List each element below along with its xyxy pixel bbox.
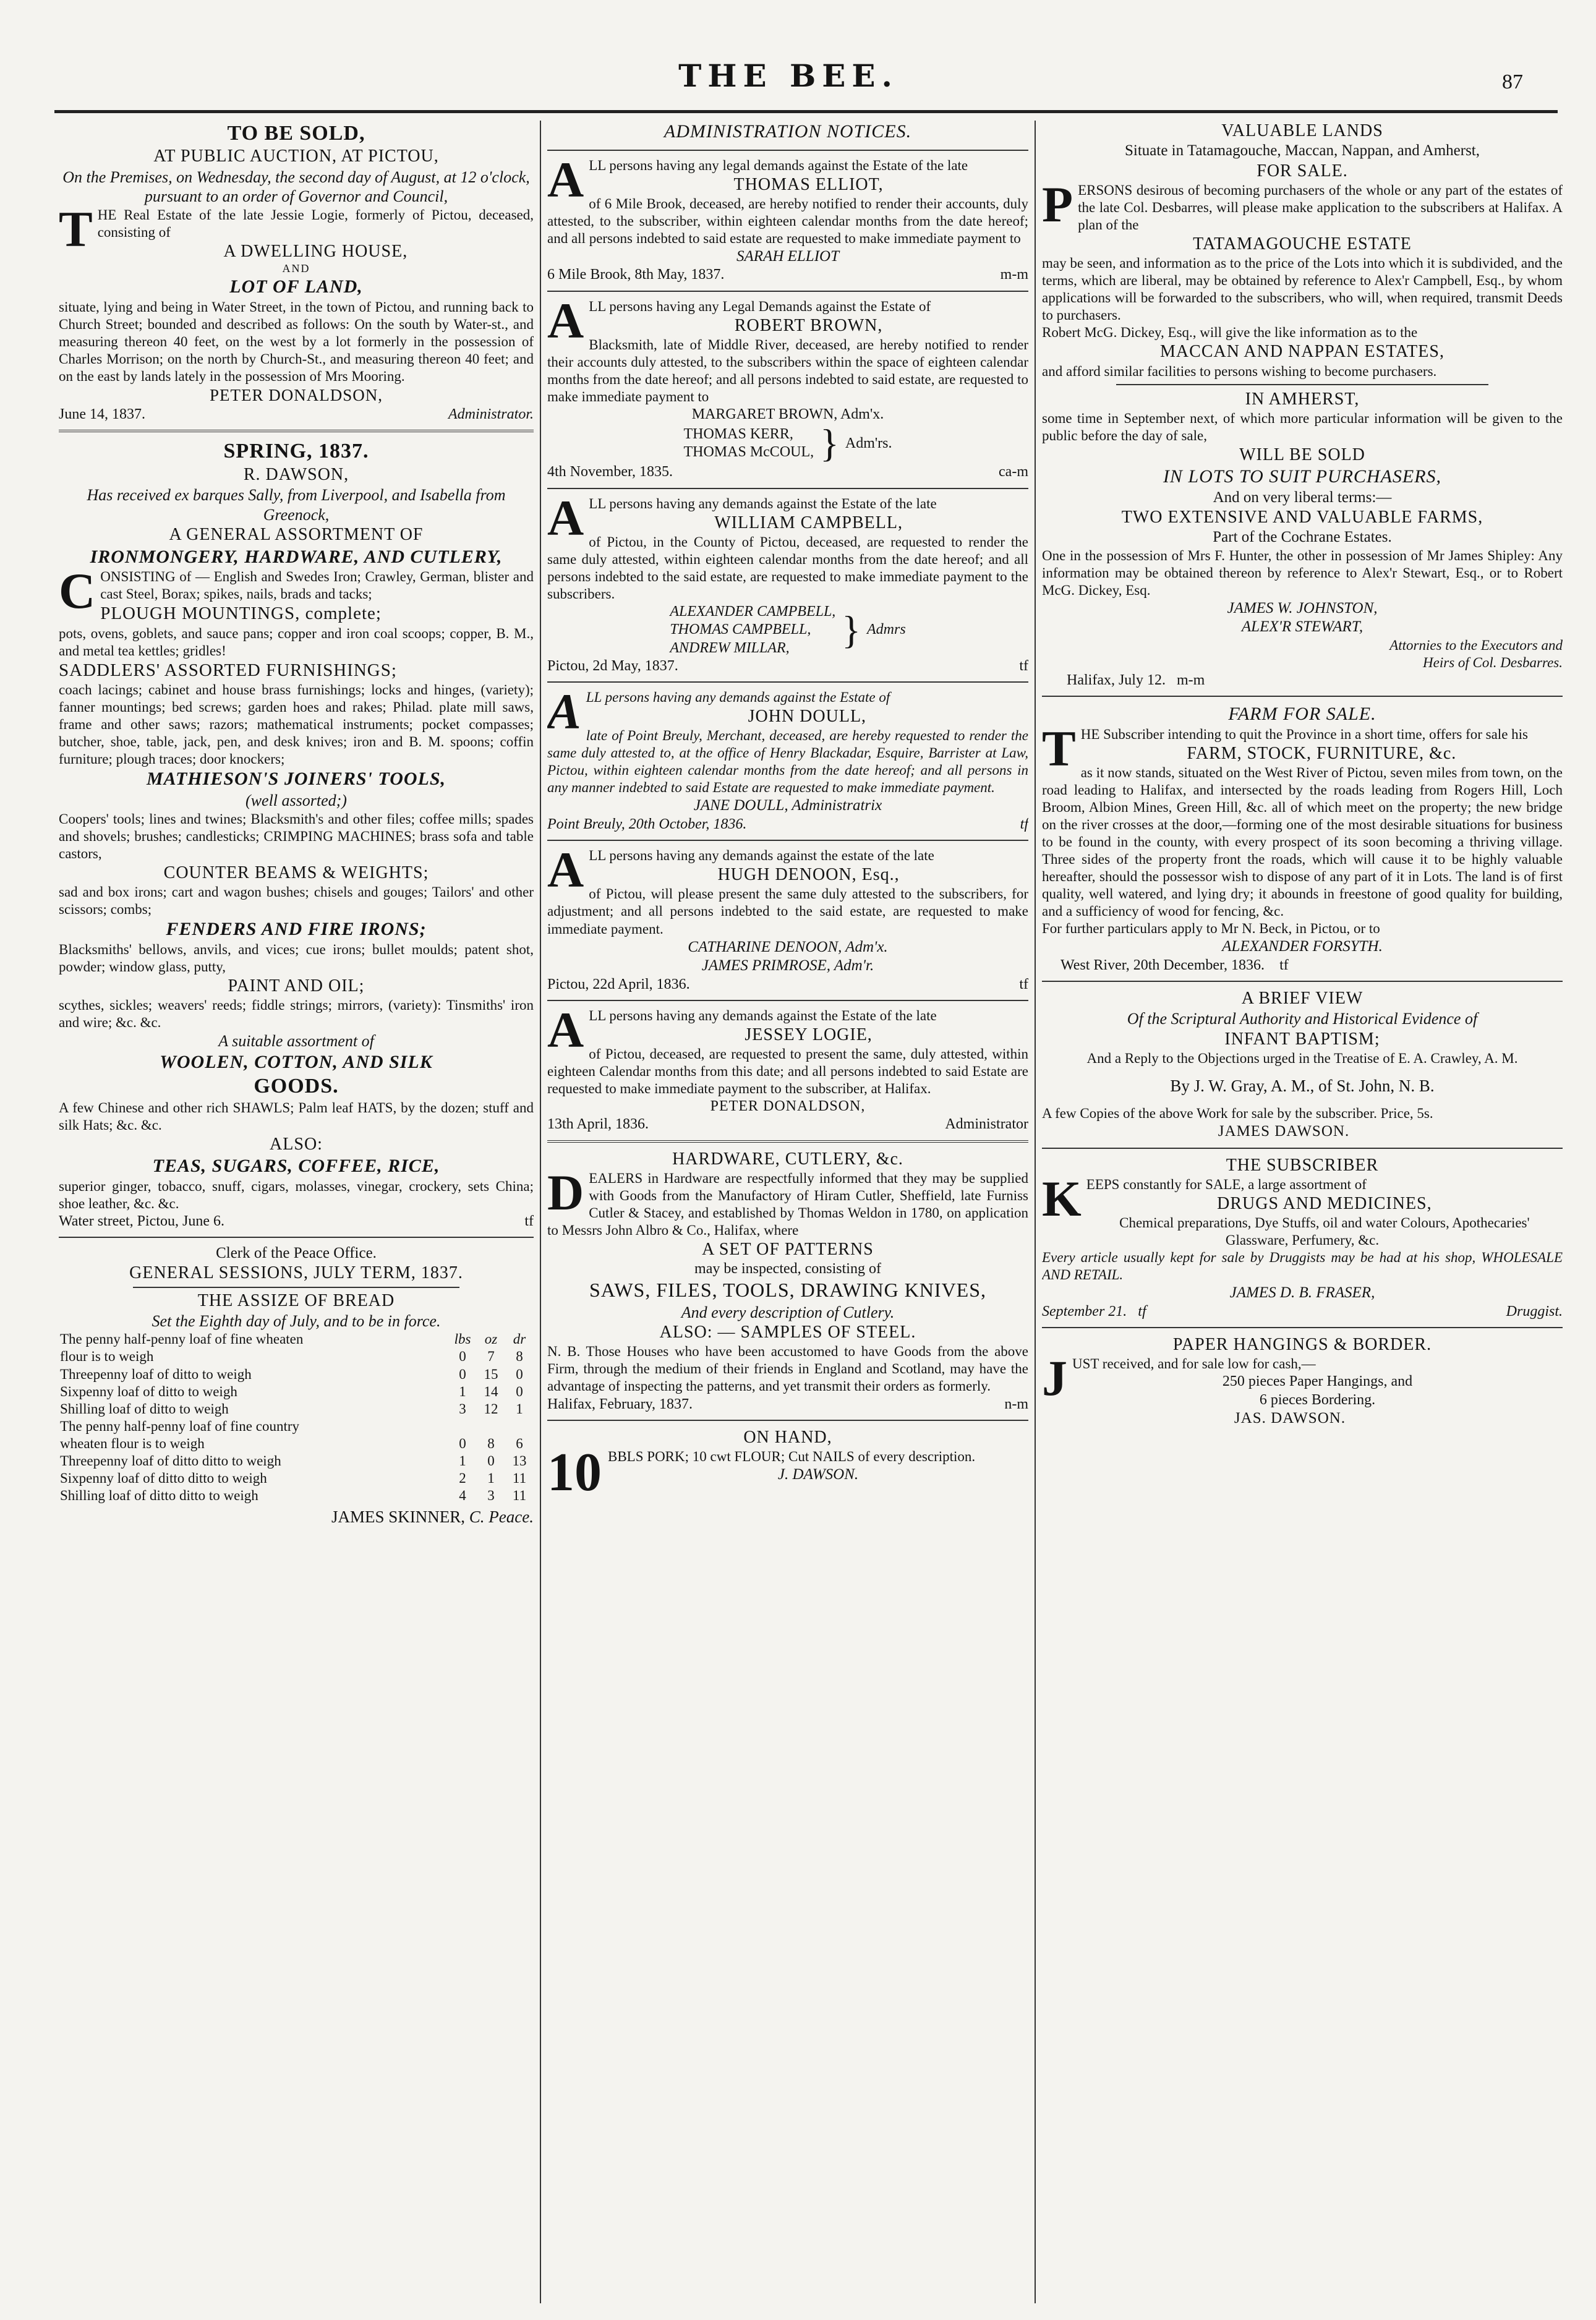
bread-value: 4 bbox=[459, 1487, 466, 1503]
divider bbox=[547, 1420, 1028, 1421]
bread-value bbox=[448, 1418, 477, 1435]
bread-value: dr bbox=[513, 1331, 526, 1347]
elliot-name: THOMAS ELLIOT, bbox=[733, 174, 884, 194]
auction-heading: TO BE SOLD, bbox=[227, 122, 365, 145]
logie-name: JESSEY LOGIE, bbox=[745, 1025, 873, 1044]
lands-estate: TATAMAGOUCHE ESTATE bbox=[1193, 234, 1412, 254]
auction-role: Administrator. bbox=[448, 406, 534, 423]
spring-woolen: WOOLEN, COTTON, AND SILK bbox=[160, 1051, 433, 1072]
table-row bbox=[59, 1418, 534, 1435]
campbell-signer3: ANDREW MILLAR, bbox=[670, 639, 790, 656]
divider bbox=[547, 488, 1028, 489]
brown-date: 4th November, 1835. bbox=[547, 464, 673, 480]
campbell-text2: of Pictou, in the County of Pictou, deceased, are requested to render the same duly attested, within eighteen calendar months from the date hereof; and all persons indebted to the said estate, are requested to make immediate payment to the subscribers. bbox=[547, 534, 1028, 602]
hardware-set: A SET OF PATTERNS bbox=[702, 1240, 874, 1260]
farm-text2: as it now stands, situated on the West River of Pictou, seven miles from town, on the road leading to Halifax, and intersected by the roads leading from Rogers Hill, Loch Broom, Albion Mines, Green Hill, &c. all of which meet on the property; the new bridge on the river crosses at the door,—forming one of the most desirable situations for business to be found in the county, with every prospect of its soon becoming a thriving village. Three sides of the property front the roads, which will cause it to be highly valuable hereafter, should the possessor wish to dispose of any part of it in Lots. The land is of first quality, well watered, and lying dry; it abounds in freestone of good quality for building, and a sufficiency of wood for fencing, &c. bbox=[1042, 765, 1563, 919]
elliot-signer: SARAH ELLIOT bbox=[736, 247, 839, 265]
spring-address: Water street, Pictou, June 6. bbox=[59, 1213, 224, 1229]
table-row bbox=[59, 1452, 534, 1470]
elliot-code: m-m bbox=[1000, 267, 1028, 283]
hardware-footer bbox=[547, 1396, 1028, 1414]
table-row bbox=[59, 1383, 534, 1401]
onhand-body bbox=[547, 1442, 1028, 1498]
divider bbox=[547, 681, 1028, 683]
divider bbox=[547, 1140, 1028, 1143]
baptism-reply: And a Reply to the Objections urged in the Treatise of E. A. Crawley, A. M. bbox=[1086, 1051, 1518, 1067]
lands-role1: Attornies to the Executors and bbox=[1389, 637, 1563, 653]
spring-received: Has received ex barques Sally, from Liverpool, and Isabella from Greenock, bbox=[87, 485, 506, 524]
lands-two: TWO EXTENSIVE AND VALUABLE FARMS, bbox=[1121, 508, 1483, 527]
divider bbox=[1042, 696, 1563, 697]
bread-signature bbox=[59, 1507, 534, 1527]
farm-text1: THE Subscriber intending to quit the Province in a short time, offers for sale his bbox=[1042, 720, 1529, 777]
brace-icon: } bbox=[842, 607, 861, 652]
lands-terms: And on very liberal terms:— bbox=[1213, 488, 1392, 506]
elliot-text1: ALL persons having any legal demands against the Estate of the late bbox=[547, 151, 968, 208]
lands-text4: and afford similar facilities to persons wishing to become purchasers. bbox=[1042, 363, 1437, 379]
bread-value: 6 bbox=[516, 1435, 523, 1451]
bread-table bbox=[59, 1331, 534, 1504]
spring-ironmongery: IRONMONGERY, HARDWARE, AND CUTLERY, bbox=[90, 546, 503, 567]
lands-situate: Situate in Tatamagouche, Maccan, Nappan, and Amherst, bbox=[1125, 142, 1480, 160]
bread-value: 15 bbox=[484, 1366, 498, 1382]
lands-signer1: JAMES W. JOHNSTON, bbox=[1227, 599, 1378, 616]
doull-name: JOHN DOULL, bbox=[748, 707, 867, 727]
campbell-signer-list bbox=[670, 603, 835, 657]
auction-footer bbox=[59, 406, 534, 424]
lands-code: m-m bbox=[1176, 672, 1205, 688]
bread-label: Shilling loaf of ditto to weigh bbox=[60, 1401, 229, 1417]
column-divider-2 bbox=[1035, 121, 1036, 2303]
bread-label: Threepenny loaf of ditto ditto to weigh bbox=[60, 1452, 281, 1469]
spring-paint: PAINT AND OIL; bbox=[228, 976, 365, 996]
drugs-date-code bbox=[1042, 1303, 1146, 1321]
spring-shawls: A few Chinese and other rich SHAWLS; Palm leaf HATS, by the dozen; stuff and silk Hats; &c. &c. bbox=[59, 1099, 534, 1133]
onhand-ad bbox=[547, 1427, 1028, 1498]
brown-role: Adm'rs. bbox=[845, 435, 892, 451]
lands-willbesold: WILL BE SOLD bbox=[1239, 445, 1365, 464]
divider bbox=[547, 150, 1028, 151]
divider bbox=[1042, 1327, 1563, 1328]
campbell-text1: ALL persons having any demands against the Estate of the late bbox=[547, 489, 937, 546]
denoon-date: Pictou, 22d April, 1836. bbox=[547, 976, 690, 992]
spring-fenders: FENDERS AND FIRE IRONS; bbox=[166, 918, 427, 939]
baptism-heading: A BRIEF VIEW bbox=[1241, 989, 1363, 1009]
auction-ad bbox=[59, 121, 534, 424]
spring-tf: tf bbox=[524, 1213, 534, 1229]
auction-date: June 14, 1837. bbox=[59, 406, 145, 423]
spring-teas-text: superior ginger, tobacco, snuff, cigars, molasses, vinegar, crockery, sets China; shoe leather, &c. &c. bbox=[59, 1178, 534, 1211]
bread-label: wheaten flour is to weigh bbox=[60, 1435, 205, 1451]
brown-text1: ALL persons having any Legal Demands against the Estate of bbox=[547, 292, 931, 349]
farm-heading: FARM FOR SALE. bbox=[1228, 704, 1376, 725]
masthead-title: THE BEE. bbox=[678, 58, 898, 94]
elliot-footer bbox=[547, 266, 1028, 284]
baptism-ad bbox=[1042, 988, 1563, 1141]
lands-text3: Robert McG. Dickey, Esq., will give the like information as to the bbox=[1042, 325, 1418, 341]
spring-suitable: A suitable assortment of bbox=[218, 1031, 374, 1050]
doull-code: tf bbox=[1020, 816, 1028, 832]
logie-role: Administrator bbox=[945, 1116, 1028, 1133]
logie-text1: ALL persons having any demands against the Estate of the late bbox=[547, 1001, 937, 1058]
campbell-signer1: ALEXANDER CAMPBELL, bbox=[670, 603, 836, 620]
drugs-date: September 21. bbox=[1042, 1303, 1127, 1320]
lands-forsale: FOR SALE. bbox=[1257, 161, 1348, 181]
paper-text3: 6 pieces Bordering. bbox=[1259, 1391, 1376, 1408]
paper-text2: 250 pieces Paper Hangings, and bbox=[1222, 1373, 1413, 1390]
spring-heading: SPRING, 1837. bbox=[223, 440, 369, 463]
brown-signer-list bbox=[683, 425, 814, 462]
bread-value: 1 bbox=[459, 1452, 466, 1469]
baptism-author: By J. W. Gray, A. M., of St. John, N. B. bbox=[1170, 1077, 1435, 1096]
lands-role2: Heirs of Col. Desbarres. bbox=[1423, 654, 1563, 670]
bread-role: C. Peace. bbox=[469, 1507, 534, 1526]
bread-value: 0 bbox=[516, 1366, 523, 1382]
drugs-drugs: DRUGS AND MEDICINES, bbox=[1217, 1194, 1432, 1213]
bread-value: 13 bbox=[512, 1452, 527, 1469]
bread-label: Shilling loaf of ditto ditto to weigh bbox=[60, 1487, 258, 1503]
spring-paint-text: scythes, sickles; weavers' reeds; fiddle strings; mirrors, (variety): Tinsmiths' iron and wire; &c. &c. bbox=[59, 997, 534, 1030]
onhand-number: 10 bbox=[547, 1442, 602, 1498]
campbell-date: Pictou, 2d May, 1837. bbox=[547, 657, 678, 674]
logie-notice bbox=[547, 1001, 1028, 1134]
bread-value: oz bbox=[484, 1331, 498, 1347]
divider bbox=[59, 1237, 534, 1238]
spring-plough: PLOUGH MOUNTINGS, complete; bbox=[100, 603, 382, 624]
doull-date: Point Breuly, 20th October, 1836. bbox=[547, 816, 747, 832]
bread-value: 3 bbox=[459, 1401, 466, 1417]
bread-value: 11 bbox=[512, 1470, 527, 1486]
bread-label: Sixpenny loaf of ditto to weigh bbox=[60, 1383, 237, 1399]
divider bbox=[59, 430, 534, 432]
bread-label: The penny half-penny loaf of fine wheaten bbox=[60, 1331, 304, 1347]
farm-text3: For further particulars apply to Mr N. Beck, in Pictou, or to bbox=[1042, 921, 1380, 937]
auction-intro: On the Premises, on Wednesday, the second day of August, at 12 o'clock, pursuant to an order of Governor and Council, bbox=[62, 168, 530, 206]
onhand-signer: J. DAWSON. bbox=[777, 1466, 859, 1483]
brace-icon: } bbox=[820, 421, 839, 466]
spring-counter: COUNTER BEAMS & WEIGHTS; bbox=[163, 863, 429, 882]
spring-mathieson: MATHIESON'S JOINERS' TOOLS, bbox=[146, 769, 446, 790]
spring-also: ALSO: bbox=[270, 1134, 323, 1154]
bread-value: 0 bbox=[459, 1435, 466, 1451]
brown-footer bbox=[547, 463, 1028, 481]
brown-signer3: THOMAS McCOUL, bbox=[683, 444, 814, 461]
spring-footer bbox=[59, 1213, 534, 1230]
lands-signer2: ALEX'R STEWART, bbox=[1241, 618, 1363, 636]
divider bbox=[547, 840, 1028, 841]
denoon-footer bbox=[547, 976, 1028, 994]
divider bbox=[547, 291, 1028, 292]
campbell-notice bbox=[547, 489, 1028, 675]
spring-general: A GENERAL ASSORTMENT OF bbox=[169, 525, 424, 545]
hardware-ad bbox=[547, 1149, 1028, 1414]
spring-ad bbox=[59, 438, 534, 1230]
bread-office: Clerk of the Peace Office. bbox=[216, 1244, 377, 1261]
table-row bbox=[59, 1401, 534, 1418]
bread-value: 2 bbox=[459, 1470, 466, 1486]
campbell-signer2: THOMAS CAMPBELL, bbox=[670, 621, 811, 638]
auction-text2: situate, lying and being in Water Street, in the town of Pictou, and running back to Church Street; bounded and described as follows: On the south by Water-st., and measuring thereon 40 feet, on the west by a lot formerly in the possession of Charles Morrison; on the north by Church-St., and measuring thereon 40 feet; and on the east by lands lately in the possession of Mrs Mooring. bbox=[59, 299, 534, 385]
elliot-notice bbox=[547, 151, 1028, 284]
logie-signer: PETER DONALDSON, bbox=[710, 1098, 866, 1115]
brown-signer2: THOMAS KERR, bbox=[683, 426, 793, 443]
header-rule bbox=[54, 110, 1558, 113]
farm-code: tf bbox=[1279, 957, 1289, 973]
onhand-heading: ON HAND, bbox=[743, 1427, 832, 1447]
hardware-text2: N. B. Those Houses who have been accustomed to have Goods from the above Firm, through the medium of their friends in England and Scotland, may have the advantage of inspecting the patterns, and yet transmit their orders as formerly. bbox=[547, 1344, 1028, 1394]
table-row bbox=[59, 1435, 534, 1452]
bread-value: 11 bbox=[512, 1487, 527, 1503]
bread-value: 0 bbox=[487, 1452, 495, 1469]
doull-text1: ALL persons having any demands against the Estate of bbox=[547, 683, 890, 740]
hardware-inspected: may be inspected, consisting of bbox=[694, 1261, 881, 1277]
auction-and: AND bbox=[282, 262, 310, 275]
bread-value bbox=[477, 1418, 505, 1435]
spring-teas: TEAS, SUGARS, COFFEE, RICE, bbox=[152, 1155, 440, 1176]
denoon-signer2: JAMES PRIMROSE, Adm'r. bbox=[701, 957, 874, 974]
logie-date: 13th April, 1836. bbox=[547, 1116, 649, 1133]
brown-text2: Blacksmith, late of Middle River, deceased, are hereby notified to render their accounts duly attested, to the subscribers within the space of eighteen calendar months from the date hereof; and all persons indebted to said estate, are requested to make immediate payment to bbox=[547, 336, 1028, 405]
drugs-text1: KEEPS constantly for SALE, a large assortment of bbox=[1042, 1170, 1367, 1227]
elliot-text2: of 6 Mile Brook, deceased, are hereby notified to render their accounts, duly attested, to the subscriber, within eighteen calendar months from the date hereof; and all persons indebted to said estate are requested to make immediate payment to bbox=[547, 195, 1028, 246]
drugs-text2: Chemical preparations, Dye Stuffs, oil and water Colours, Apothecaries' Glassware, Perfumery, &c. bbox=[1119, 1215, 1530, 1248]
hardware-saws: SAWS, FILES, TOOLS, DRAWING KNIVES, bbox=[589, 1279, 987, 1302]
lands-lots: IN LOTS TO SUIT PURCHASERS, bbox=[1163, 466, 1442, 487]
hardware-heading: HARDWARE, CUTLERY, &c. bbox=[672, 1149, 903, 1169]
farm-signer: ALEXANDER FORSYTH. bbox=[1222, 938, 1383, 955]
drugs-text3: Every article usually kept for sale by Druggists may be had at his shop, WHOLESALE AND RETAIL. bbox=[1042, 1250, 1563, 1283]
lands-footer bbox=[1042, 672, 1563, 689]
doull-notice bbox=[547, 683, 1028, 834]
page-number: 87 bbox=[1502, 70, 1523, 93]
bread-value: 1 bbox=[487, 1470, 495, 1486]
farm-ad bbox=[1042, 703, 1563, 974]
spring-fenders-text: Blacksmiths' bellows, anvils, and vices; cue irons; bullet moulds; patent shot, powder; window glass, putty, bbox=[59, 941, 534, 974]
column-divider-1 bbox=[540, 121, 541, 2303]
paper-heading: PAPER HANGINGS & BORDER. bbox=[1172, 1335, 1432, 1355]
farm-footer bbox=[1042, 957, 1563, 974]
baptism-signer: JAMES DAWSON. bbox=[1218, 1123, 1350, 1140]
auction-lot: LOT OF LAND, bbox=[229, 276, 363, 297]
hardware-every: And every description of Cutlery. bbox=[681, 1303, 895, 1321]
hardware-text1: DEALERS in Hardware are respectfully informed that they may be supplied with Goods from the Manufactory of Hiram Cutler, Sheffield, late Furniss Cutler & Stacey, and established by Thomas Weldon in 1780, on application to Messrs John Albro & Co., Halifax, where bbox=[547, 1164, 1028, 1239]
campbell-signers bbox=[547, 603, 1028, 657]
bread-value: 12 bbox=[484, 1401, 498, 1417]
bread-label: Threepenny loaf of ditto to weigh bbox=[60, 1366, 252, 1382]
bread-assize: THE ASSIZE OF BREAD bbox=[197, 1290, 395, 1310]
hardware-samples: ALSO: — SAMPLES OF STEEL. bbox=[659, 1323, 916, 1342]
hardware-code: n-m bbox=[1004, 1396, 1028, 1412]
table-row bbox=[59, 1470, 534, 1487]
lands-text1: PERSONS desirous of becoming purchasers of the whole or any part of the estates of the late Col. Desbarres, will please make application to the subscribers at Halifax. A plan of the bbox=[1042, 176, 1563, 232]
paper-text1: JUST received, and for sale low for cash,— bbox=[1042, 1350, 1316, 1407]
bread-value: 0 bbox=[459, 1366, 466, 1382]
bread-value: 7 bbox=[487, 1349, 495, 1365]
campbell-role: Admrs bbox=[867, 621, 906, 638]
bread-label: Sixpenny loaf of ditto ditto to weigh bbox=[60, 1470, 267, 1486]
divider bbox=[1116, 384, 1488, 385]
bread-label: The penny half-penny loaf of fine country bbox=[60, 1418, 300, 1434]
doull-footer bbox=[547, 816, 1028, 834]
doull-text2: late of Point Breuly, Merchant, deceased, are hereby requested to render the same duly attested to, at the office of Henry Blackadar, Esquire, Barrister at Law, Pictou, within eighteen calendar months from the date hereof; and all persons in any manner indebted to said Estate are requested to make immediate payment. bbox=[547, 728, 1028, 796]
spring-merchant: R. DAWSON, bbox=[243, 464, 349, 484]
campbell-code: tf bbox=[1019, 657, 1028, 674]
table-row bbox=[59, 1331, 534, 1348]
spring-saddlers: SADDLERS' ASSORTED FURNISHINGS; bbox=[59, 660, 397, 680]
bread-value: 0 bbox=[459, 1349, 466, 1365]
lands-heading: VALUABLE LANDS bbox=[1221, 121, 1383, 140]
logie-footer bbox=[547, 1115, 1028, 1133]
bread-value: 1 bbox=[516, 1401, 523, 1417]
lands-maccan: MACCAN AND NAPPAN ESTATES, bbox=[1160, 342, 1445, 362]
hardware-date: Halifax, February, 1837. bbox=[547, 1396, 693, 1412]
auction-signer: PETER DONALDSON, bbox=[209, 386, 383, 405]
drugs-role: Druggist. bbox=[1506, 1303, 1563, 1320]
doull-signer: JANE DOULL, Administratrix bbox=[693, 797, 882, 814]
brown-code: ca-m bbox=[999, 464, 1028, 480]
elliot-date: 6 Mile Brook, 8th May, 1837. bbox=[547, 267, 725, 283]
spring-goods: GOODS. bbox=[254, 1075, 339, 1098]
brown-notice bbox=[547, 292, 1028, 482]
denoon-code: tf bbox=[1019, 976, 1028, 992]
drugs-ad bbox=[1042, 1155, 1563, 1321]
table-row bbox=[59, 1366, 534, 1383]
campbell-name: WILLIAM CAMPBELL, bbox=[714, 513, 903, 532]
table-row bbox=[59, 1348, 534, 1365]
column-2 bbox=[547, 121, 1028, 1498]
bread-value: 3 bbox=[487, 1487, 495, 1503]
denoon-signer1: CATHARINE DENOON, Adm'x. bbox=[688, 938, 888, 955]
divider bbox=[1042, 981, 1563, 982]
paper-signer: JAS. DAWSON. bbox=[1234, 1409, 1346, 1427]
denoon-name: HUGH DENOON, Esq., bbox=[717, 865, 900, 885]
bread-ad bbox=[59, 1244, 534, 1527]
bread-value bbox=[505, 1418, 534, 1435]
logie-text2: of Pictou, deceased, are requested to present the same, duly attested, within eighteen Calendar months from this date; and all persons indebted to said Estate are requested to make immediate payment to the subscriber, at Halifax. bbox=[547, 1046, 1028, 1097]
drugs-signer: JAMES D. B. FRASER, bbox=[1229, 1284, 1375, 1302]
baptism-of: Of the Scriptural Authority and Historical Evidence of bbox=[1127, 1010, 1478, 1028]
spring-well: (well assorted;) bbox=[245, 791, 347, 809]
bread-set: Set the Eighth day of July, and to be in force. bbox=[151, 1311, 441, 1330]
admin-heading: ADMINISTRATION NOTICES. bbox=[664, 121, 912, 142]
campbell-footer bbox=[547, 657, 1028, 675]
lands-amherst: IN AMHERST, bbox=[1245, 389, 1360, 409]
denoon-text1: ALL persons having any demands against the estate of the late bbox=[547, 842, 934, 898]
bread-sessions: GENERAL SESSIONS, JULY TERM, 1837. bbox=[129, 1263, 463, 1283]
spring-saddlers-text: coach lacings; cabinet and house brass furnishings; locks and hinges, (variety); fanner mountings; bed screws; garden hoes and rakes; Philad. plate mill saws, frame and other saws; razors; mathematical instruments; pocket compasses; butcher, shoe, table, jack, pen, and desk knives; iron and B. M. spoons; coffin furniture; plough traces; door knockers; bbox=[59, 682, 534, 767]
denoon-text2: of Pictou, will please present the same duly attested to the subscribers, for adjustment; and all persons indebted to the said estate, are requested to make immediate payment. bbox=[547, 886, 1028, 937]
auction-text1: THE Real Estate of the late Jessie Logie, formerly of Pictou, deceased, consisting of bbox=[59, 201, 534, 258]
baptism-title: INFANT BAPTISM; bbox=[1224, 1030, 1380, 1049]
divider bbox=[1042, 1148, 1563, 1149]
divider bbox=[547, 1000, 1028, 1001]
bread-label: flour is to weigh bbox=[60, 1349, 154, 1365]
lands-text2: may be seen, and information as to the price of the Lots into which it is subdivided, and the terms, which are liberal, may be obtained by reference to Alex'r Campbell, Esq., by whom applications will be forwarded to the subscribers, who will, when required, transmit Deeds to purchasers. bbox=[1042, 255, 1563, 323]
lands-text6: One in the possession of Mrs F. Hunter, the other in possession of Mr James Shipley: Any information may be obtained thereon by reference to Alex'r Stewart, Esq., or to Robert McG. Dickey, Esq. bbox=[1042, 547, 1563, 598]
bread-value: 1 bbox=[459, 1383, 466, 1399]
farm-items: FARM, STOCK, FURNITURE, &c. bbox=[1187, 743, 1457, 763]
lands-text5: some time in September next, of which more particular information will be given to the public before the day of sale, bbox=[1042, 410, 1563, 443]
auction-subheading: AT PUBLIC AUCTION, AT PICTOU, bbox=[153, 147, 439, 166]
bread-value: 0 bbox=[516, 1383, 523, 1399]
bread-value: 14 bbox=[484, 1383, 498, 1399]
lands-date: Halifax, July 12. bbox=[1067, 672, 1166, 688]
lands-cochrane: Part of the Cochrane Estates. bbox=[1213, 529, 1392, 546]
paper-ad bbox=[1042, 1334, 1563, 1428]
bread-signer: JAMES SKINNER, bbox=[331, 1507, 466, 1526]
brown-name: ROBERT BROWN, bbox=[734, 315, 883, 335]
auction-house: A DWELLING HOUSE, bbox=[223, 242, 408, 262]
drugs-footer bbox=[1042, 1303, 1563, 1321]
column-1 bbox=[59, 121, 534, 1532]
farm-date: West River, 20th December, 1836. bbox=[1060, 957, 1265, 973]
spring-plough-text: pots, ovens, goblets, and sauce pans; copper and iron coal scoops; copper, B. M., and metal tea kettles; gridles! bbox=[59, 625, 534, 659]
spring-counter-text: sad and box irons; cart and wagon bushes; chisels and gouges; Tailors' and other scissors; combs; bbox=[59, 884, 534, 917]
spring-consisting: CONSISTING of — English and Swedes Iron; Crawley, German, blister and cast Steel, Borax; spikes, nails, brads and tacks; bbox=[59, 563, 534, 620]
denoon-notice bbox=[547, 842, 1028, 994]
drugs-code: tf bbox=[1138, 1303, 1146, 1320]
brown-signer1: MARGARET BROWN, Adm'x. bbox=[691, 406, 884, 423]
table-row bbox=[59, 1487, 534, 1504]
spring-coopers: Coopers' tools; lines and twines; Blacksmith's and other files; coffee mills; spades and shovels; brushes; candlesticks; CRIMPING MACHINES; brass sofa and table castors, bbox=[59, 811, 534, 861]
column-3 bbox=[1042, 121, 1563, 1433]
lands-ad bbox=[1042, 121, 1563, 689]
onhand-text: BBLS PORK; 10 cwt FLOUR; Cut NAILS of every description. bbox=[608, 1448, 976, 1464]
brown-signers bbox=[547, 421, 1028, 466]
baptism-copies: A few Copies of the above Work for sale by the subscriber. Price, 5s. bbox=[1042, 1106, 1433, 1122]
bread-value: 8 bbox=[516, 1349, 523, 1365]
divider bbox=[133, 1287, 459, 1288]
bread-value: 8 bbox=[487, 1435, 495, 1451]
bread-value: lbs bbox=[454, 1331, 471, 1347]
drugs-heading: THE SUBSCRIBER bbox=[1226, 1155, 1379, 1175]
